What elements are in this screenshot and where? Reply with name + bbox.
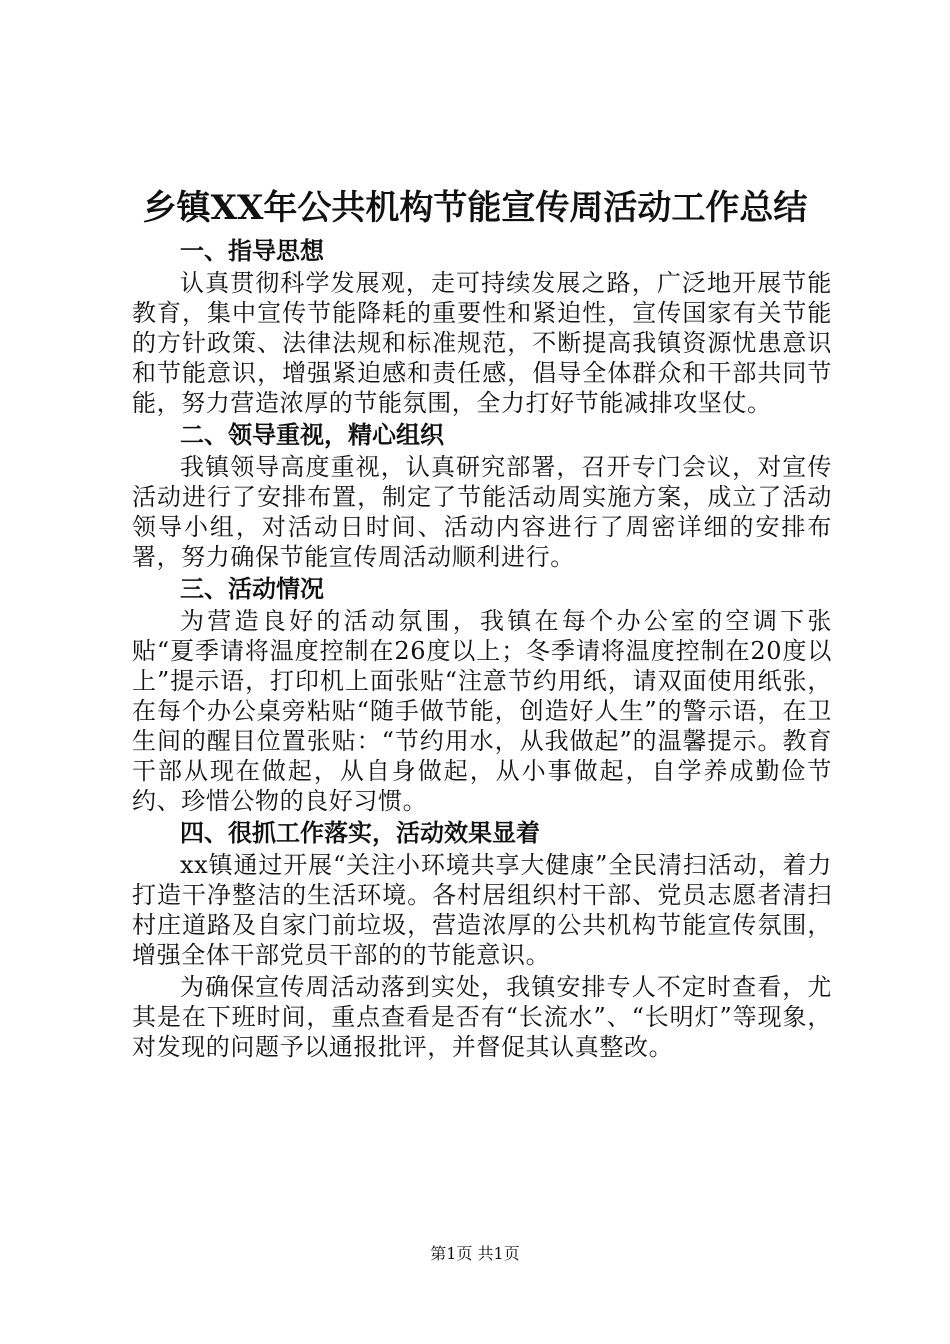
section-leadership	[132, 420, 832, 572]
section-paragraph: xx镇通过开展“关注小环境共享大健康”全民清扫活动，着力打造干净整洁的生活环境。各村居组织村干部、党员志愿者清扫村庄道路及自家门前垃圾，营造浓厚的公共机构节能宣传氛围，增强全体干部党员干部的的节能意识。	[132, 851, 832, 969]
document-body	[132, 236, 832, 1064]
section-paragraph: 我镇领导高度重视，认真研究部署，召开专门会议，对宣传活动进行了安排布置，制定了节能活动周实施方案，成立了活动领导小组，对活动日时间、活动内容进行了周密详细的安排布署，努力确保节能宣传周活动顺利进行。	[132, 453, 832, 571]
section-implementation	[132, 818, 832, 1062]
section-heading: 三、活动情况	[180, 575, 324, 603]
document-title: 乡镇XX年公共机构节能宣传周活动工作总结	[142, 188, 808, 228]
page-number-footer: 第1页 共1页	[430, 1244, 520, 1263]
section-paragraph: 为确保宣传周活动落到实处，我镇安排专人不定时查看，尤其是在下班时间，重点查看是否有“长流水”、“长明灯”等现象，对发现的问题予以通报批评，并督促其认真整改。	[132, 973, 832, 1061]
section-paragraph: 认真贯彻科学发展观，走可持续发展之路，广泛地开展节能教育，集中宣传节能降耗的重要性和紧迫性，宣传国家有关节能的方针政策、法律法规和标准规范，不断提高我镇资源忧患意识和节能意识，增强紧迫感和责任感，倡导全体群众和干部共同节能，努力营造浓厚的节能氛围，全力打好节能减排攻坚仗。	[132, 269, 832, 417]
section-activities	[132, 574, 832, 816]
section-paragraph: 为营造良好的活动氛围，我镇在每个办公室的空调下张贴“夏季请将温度控制在26度以上；冬季请将温度控制在20度以上”提示语，打印机上面张贴“注意节约用纸，请双面使用纸张，在每个办公桌旁粘贴“随手做节能，创造好人生”的警示语，在卫生间的醒目位置张贴：“节约用水，从我做起”的温馨提示。教育干部从现在做起，从自身做起，从小事做起，自学养成勤俭节约、珍惜公物的良好习惯。	[132, 607, 832, 815]
section-heading: 二、领导重视，精心组织	[180, 421, 444, 449]
section-heading: 一、指导思想	[180, 237, 324, 265]
section-heading: 四、很抓工作落实，活动效果显着	[180, 819, 540, 847]
section-guiding-ideology	[132, 236, 832, 418]
